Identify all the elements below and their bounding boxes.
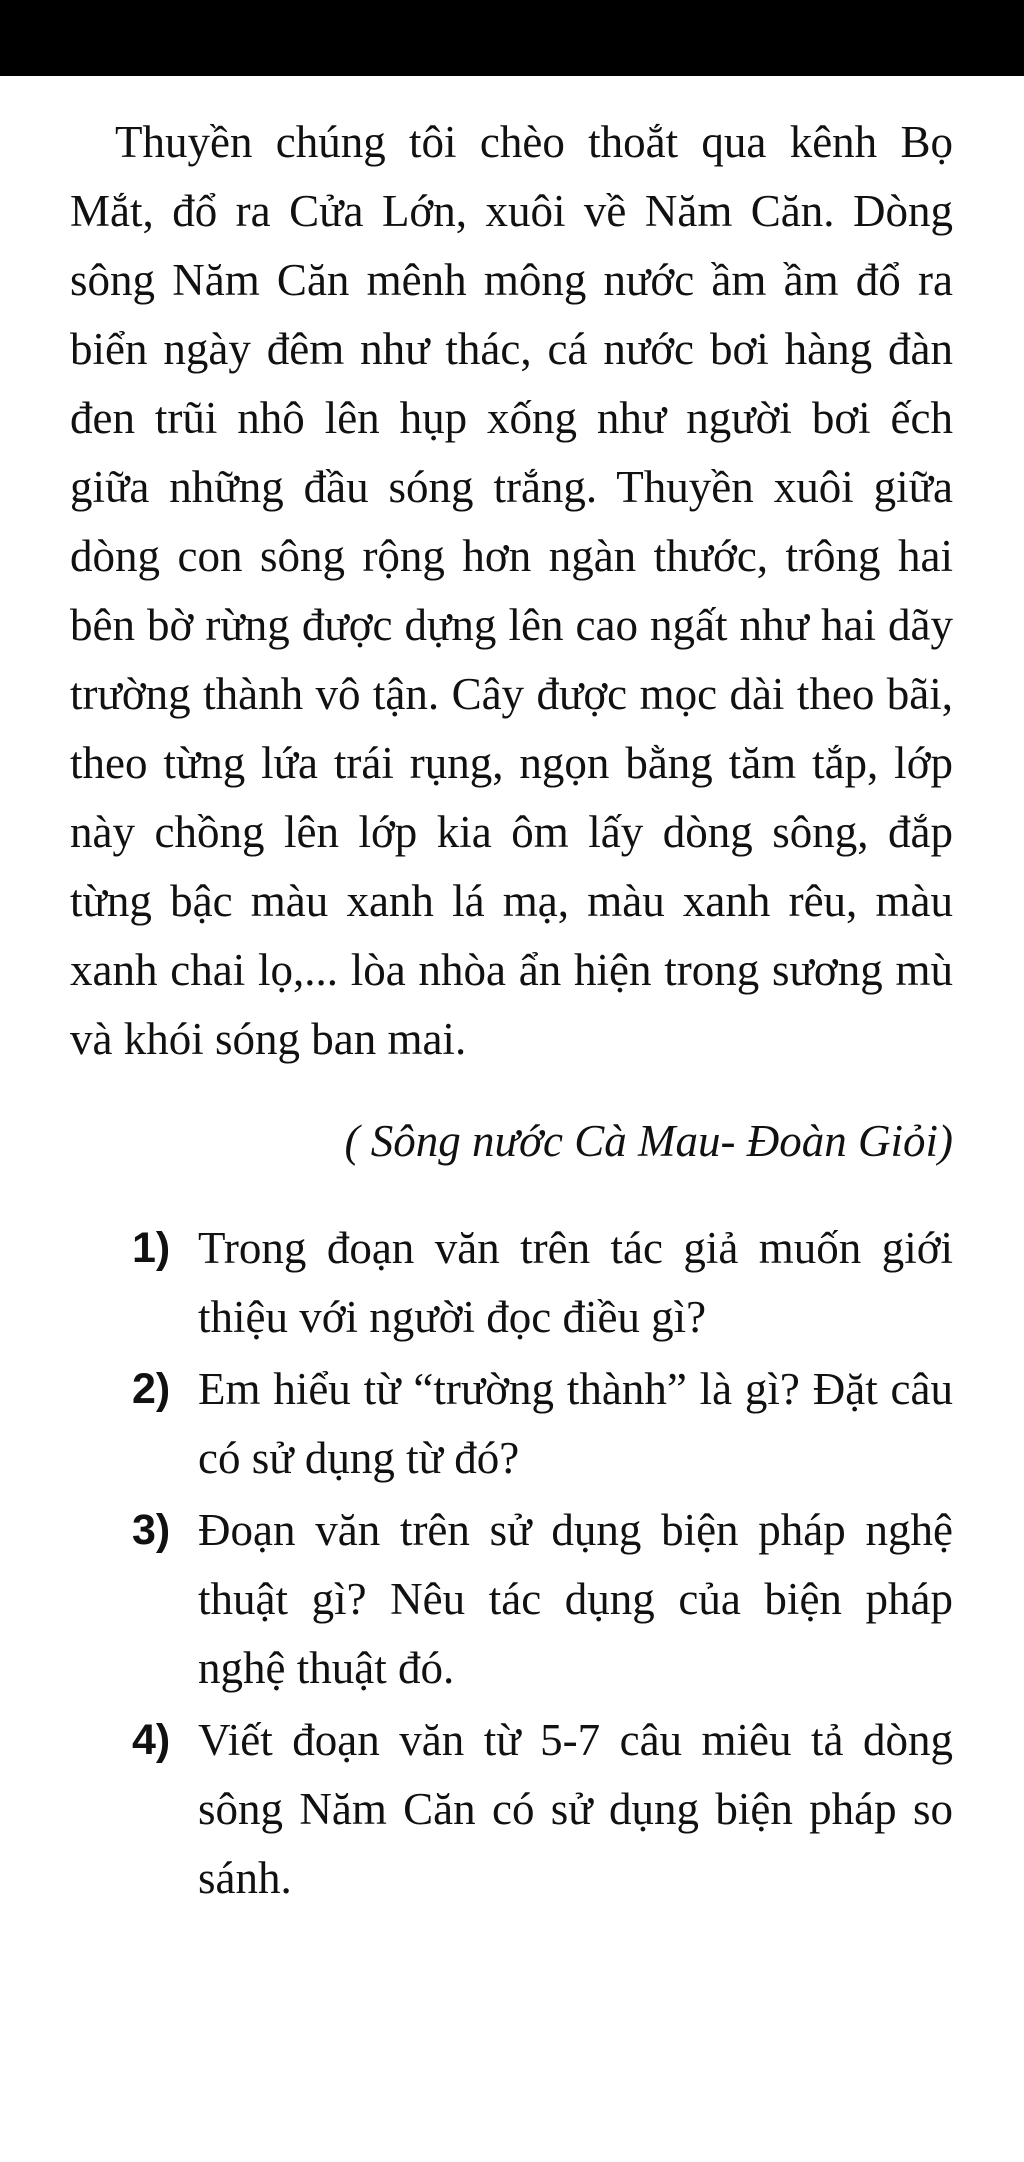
question-text: Viết đoạn văn từ 5-7 câu miêu tả dòng sông Năm Căn có sử dụng biện pháp so sánh.	[198, 1715, 953, 1903]
top-bar	[0, 0, 1024, 76]
passage-text: Thuyền chúng tôi chèo thoắt qua kênh Bọ Mắt, đổ ra Cửa Lớn, xuôi về Năm Căn. Dòng sông Năm Căn mênh mông nước ầm ầm đổ ra biển ngày đêm như thác, cá nước bơi hàng đàn đen trũi nhô lên hụp xống như người bơi ếch giữa những đầu sóng trắng. Thuyền xuôi giữa dòng con sông rộng hơn ngàn thước, trông hai bên bờ rừng được dựng lên cao ngất như hai dãy trường thành vô tận. Cây được mọc dài theo bãi, theo từng lứa trái rụng, ngọn bằng tăm tắp, lớp này chồng lên lớp kia ôm lấy dòng sông, đắp từng bậc màu xanh lá mạ, màu xanh rêu, màu xanh chai lọ,... lòa nhòa ẩn hiện trong sương mù và khói sóng ban mai.	[70, 117, 953, 1064]
question-number: 1)	[132, 1224, 171, 1272]
question-item	[70, 1496, 953, 1703]
source-citation: ( Sông nước Cà Mau- Đoàn Giỏi)	[344, 1116, 953, 1166]
question-number: 4)	[132, 1716, 171, 1764]
question-number: 3)	[132, 1506, 171, 1554]
question-item	[70, 1214, 953, 1352]
question-item	[70, 1706, 953, 1913]
question-text: Trong đoạn văn trên tác giả muốn giới thiệu với người đọc điều gì?	[198, 1223, 953, 1342]
question-text: Đoạn văn trên sử dụng biện pháp nghệ thuật gì? Nêu tác dụng của biện pháp nghệ thuật đó.	[198, 1505, 953, 1693]
document-content	[70, 108, 953, 1916]
question-number: 2)	[132, 1365, 171, 1413]
question-item	[70, 1355, 953, 1493]
question-list	[70, 1214, 953, 1913]
question-text: Em hiểu từ “trường thành” là gì? Đặt câu có sử dụng từ đó?	[198, 1364, 953, 1483]
